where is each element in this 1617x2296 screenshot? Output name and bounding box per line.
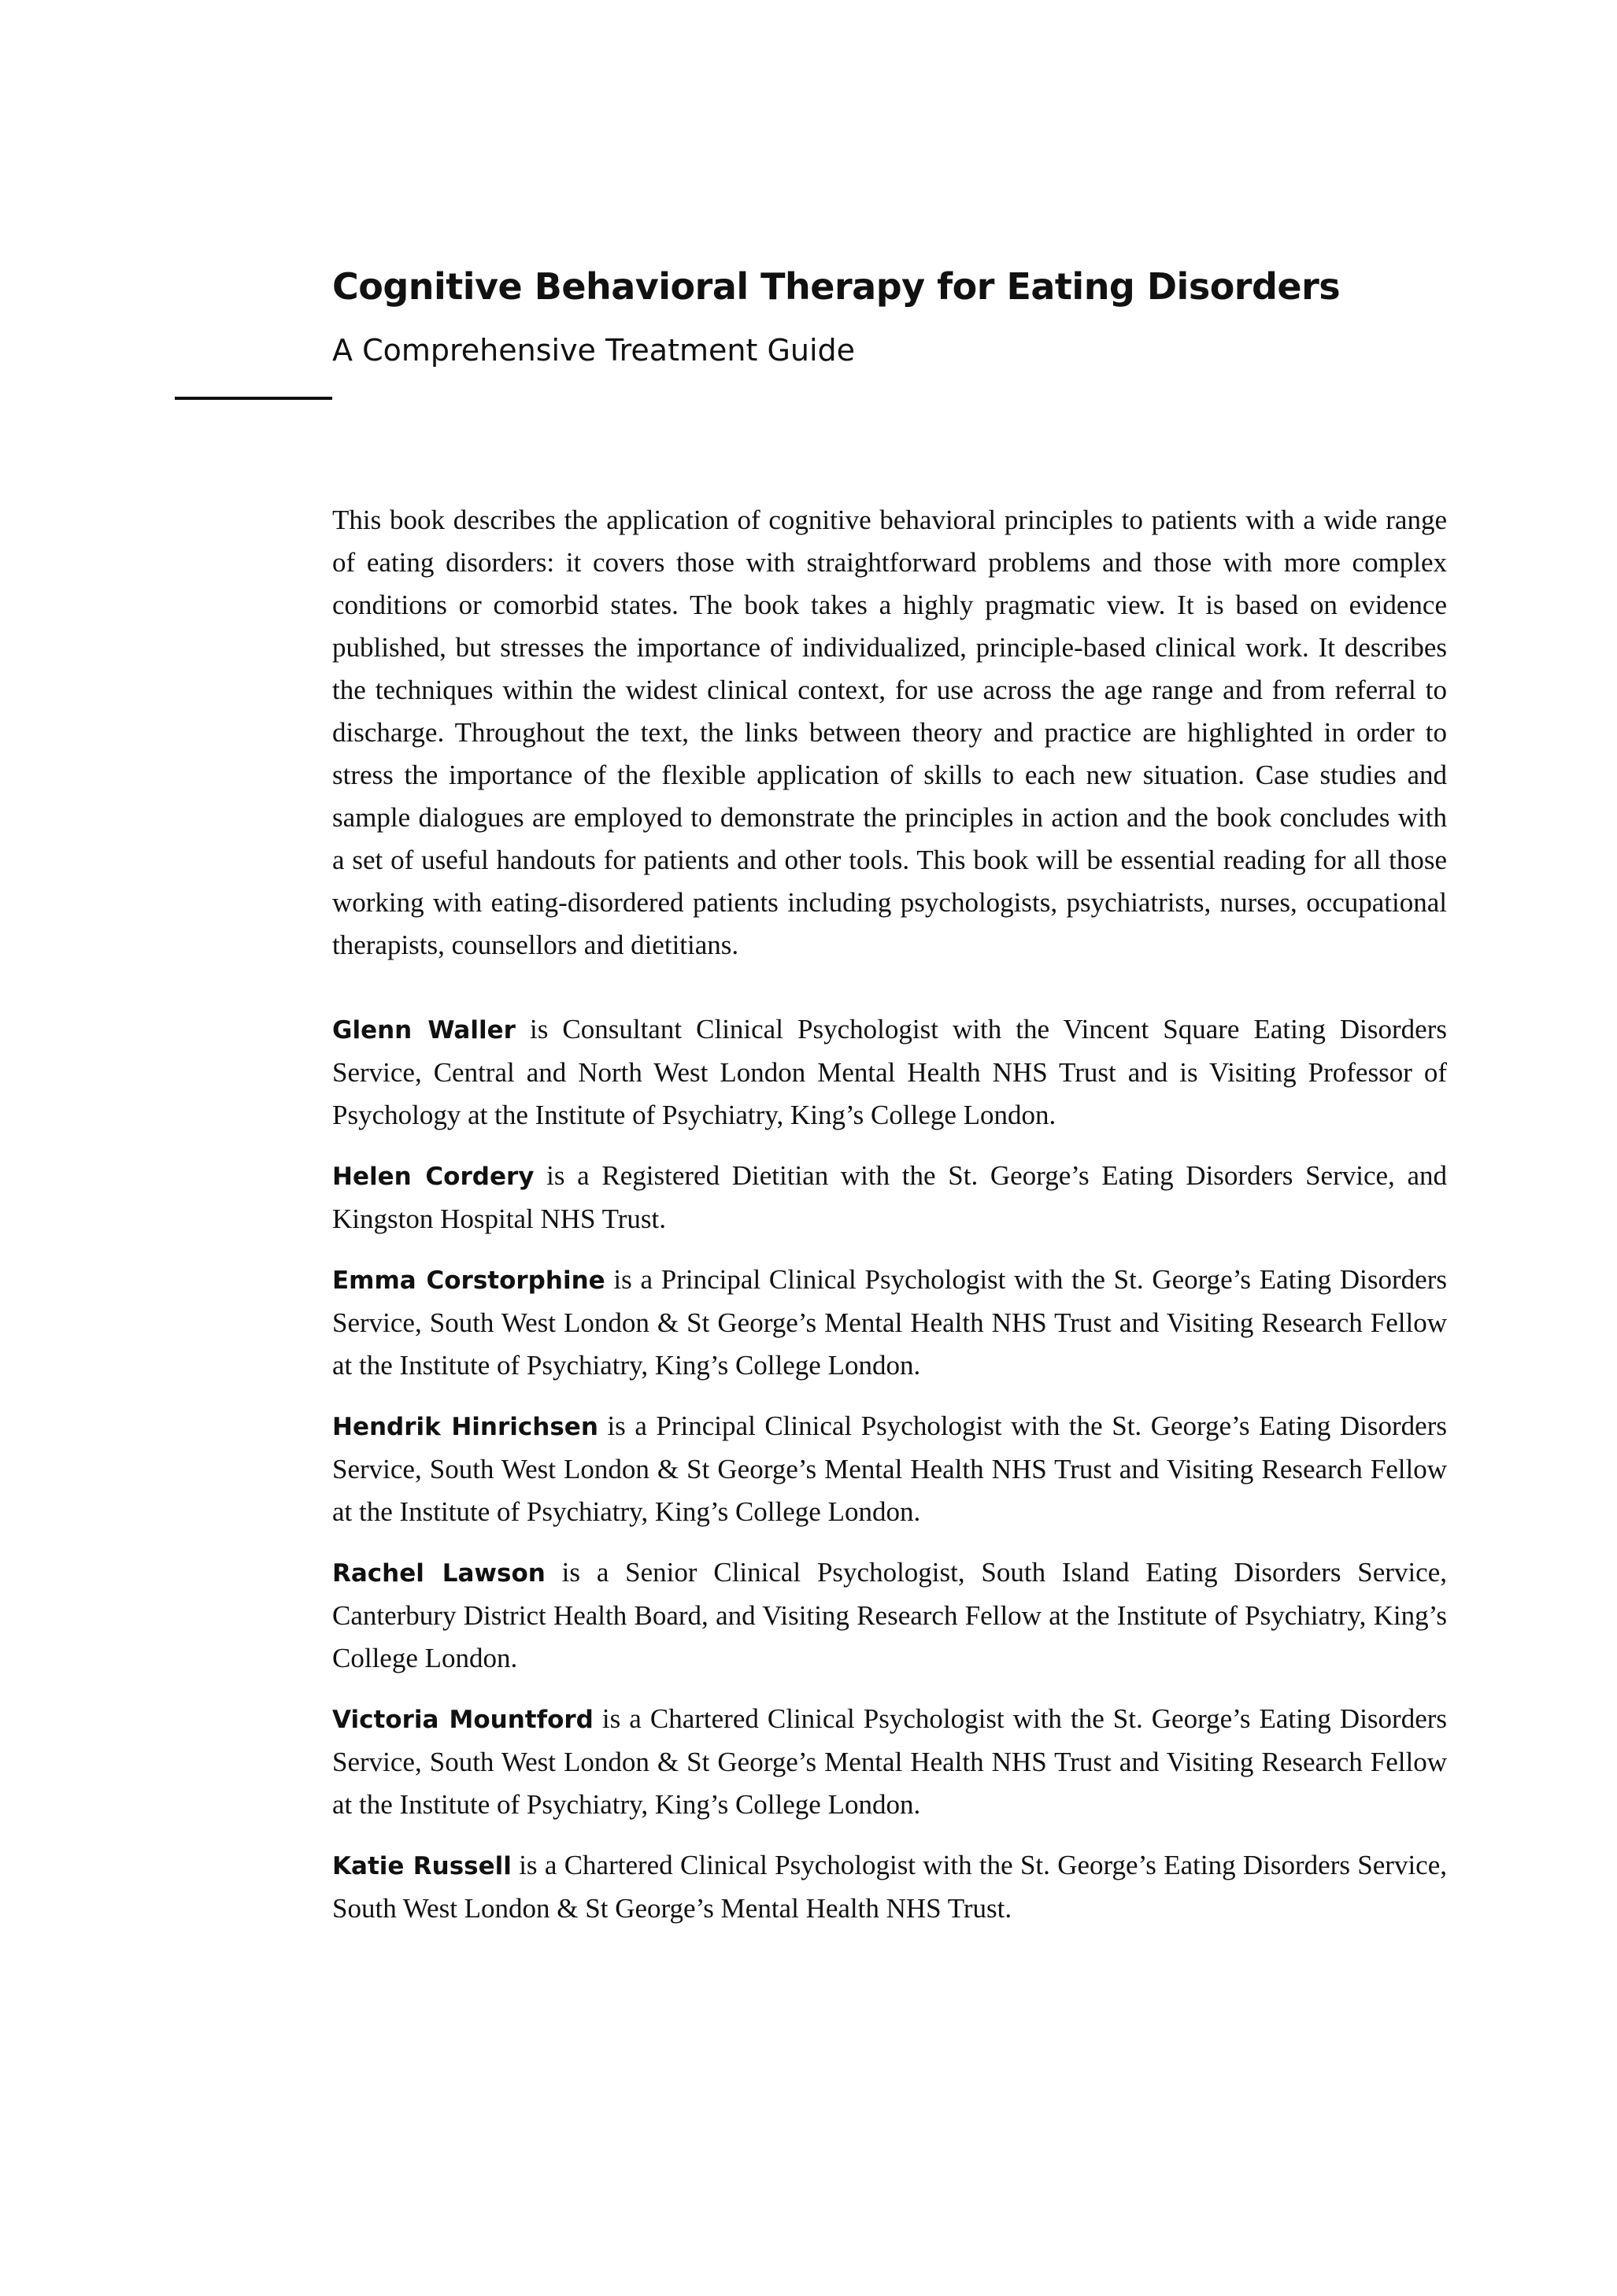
author-bio-text: is Consultant Clinical Psychologist with the Vincent Square Eating Disorders Service, Central and North West London Mental Health NHS Trust and is Visiting Professor of Psychology at the Institute of Psychiatry, King’s College London. bbox=[332, 1014, 1447, 1130]
author-bio bbox=[332, 1259, 1447, 1387]
author-bio bbox=[332, 1551, 1447, 1680]
title-rule-divider bbox=[175, 397, 332, 400]
author-bio bbox=[332, 1155, 1447, 1240]
author-bio bbox=[332, 1008, 1447, 1137]
author-name: Emma Corstorphine bbox=[332, 1266, 605, 1295]
author-name: Glenn Waller bbox=[332, 1016, 516, 1044]
author-name: Rachel Lawson bbox=[332, 1559, 546, 1588]
author-name: Hendrik Hinrichsen bbox=[332, 1413, 598, 1441]
author-bio-text: is a Principal Clinical Psychologist with the St. George’s Eating Disorders Service, South West London & St George’s Mental Health NHS Trust and Visiting Research Fellow at the Institute of Psychiatry, King’s College London. bbox=[332, 1411, 1447, 1527]
author-bios-list bbox=[332, 1008, 1447, 1930]
author-bio-text: is a Principal Clinical Psychologist with the St. George’s Eating Disorders Service, South West London & St George’s Mental Health NHS Trust and Visiting Research Fellow at the Institute of Psychiatry, King’s College London. bbox=[332, 1264, 1447, 1381]
author-bio bbox=[332, 1405, 1447, 1533]
author-name: Victoria Mountford bbox=[332, 1706, 594, 1734]
author-bio-text: is a Registered Dietitian with the St. George’s Eating Disorders Service, and Kingston Hospital NHS Trust. bbox=[332, 1160, 1447, 1234]
page-content bbox=[332, 499, 1447, 1948]
author-name: Helen Cordery bbox=[332, 1163, 535, 1191]
author-bio bbox=[332, 1844, 1447, 1930]
author-bio-text: is a Chartered Clinical Psychologist with the St. George’s Eating Disorders Service, South West London & St George’s Mental Health NHS Trust. bbox=[332, 1850, 1447, 1924]
author-bio-text: is a Chartered Clinical Psychologist with the St. George’s Eating Disorders Service, South West London & St George’s Mental Health NHS Trust and Visiting Research Fellow at the Institute of Psychiatry, King’s College London. bbox=[332, 1703, 1448, 1820]
book-description: This book describes the application of cognitive behavioral principles to patients with a wide range of eating disorders: it covers those with straightforward problems and those with more complex conditions or comorbid states. The book takes a highly pragmatic view. It is based on evidence published, but stresses the importance of individualized, principle-based clinical work. It describes the techniques within the widest clinical context, for use across the age range and from referral to discharge. Throughout the text, the links between theory and practice are highlighted in order to stress the importance of the flexible application of skills to each new situation. Case studies and sample dialogues are employed to demonstrate the principles in action and the book concludes with a set of useful handouts for patients and other tools. This book will be essential reading for all those working with eating-disordered patients including psychologists, psychiatrists, nurses, occupational therapists, counsellors and dietitians. bbox=[332, 505, 1447, 960]
book-title: Cognitive Behavioral Therapy for Eating Disorders bbox=[332, 265, 1341, 308]
author-name: Katie Russell bbox=[332, 1852, 512, 1880]
author-bio bbox=[332, 1698, 1447, 1826]
book-subtitle: A Comprehensive Treatment Guide bbox=[332, 333, 856, 368]
author-bio-text: is a Senior Clinical Psychologist, South Island Eating Disorders Service, Canterbury District Health Board, and Visiting Research Fellow at the Institute of Psychiatry, King’s College London. bbox=[332, 1557, 1448, 1673]
